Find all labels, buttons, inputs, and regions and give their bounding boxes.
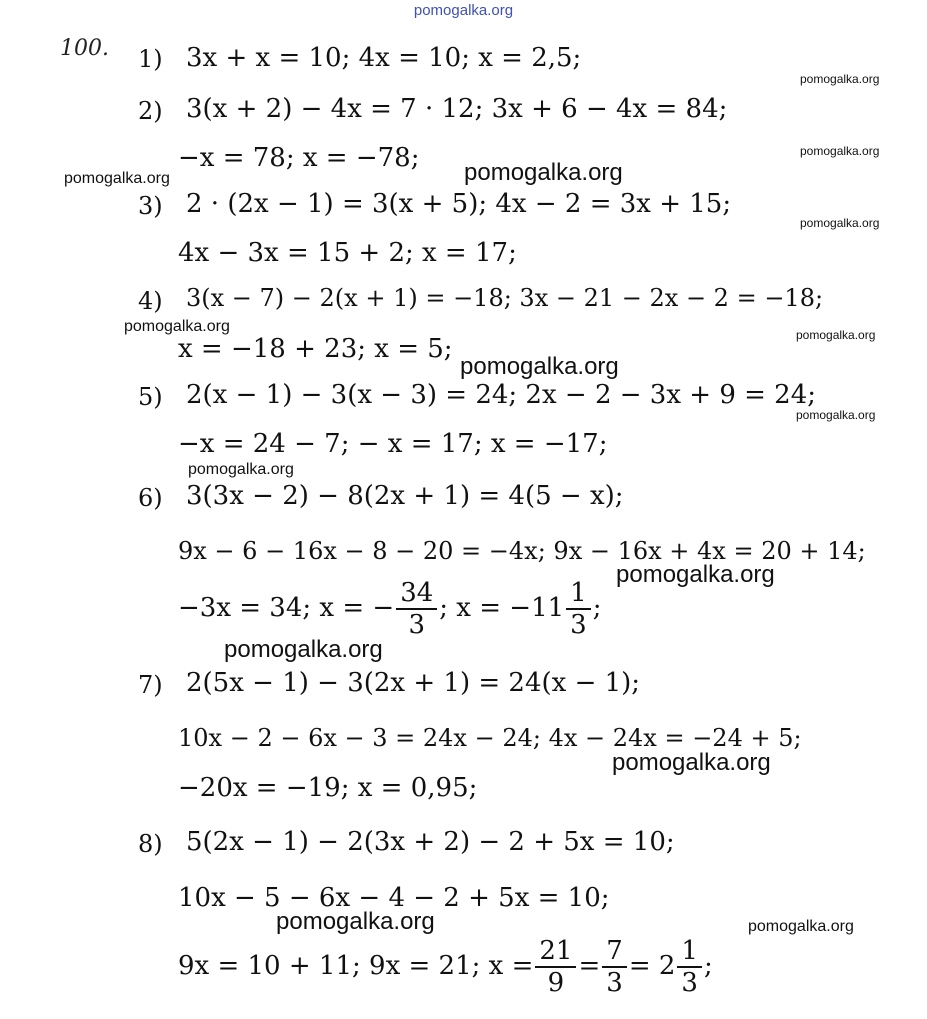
watermark: pomogalka.org (124, 318, 230, 335)
item-4-line-2: x = −18 + 23; x = 5; (178, 334, 453, 364)
watermark: pomogalka.org (800, 216, 880, 230)
fraction-1-3 (566, 578, 591, 640)
item-1-line-1: 3x + x = 10; 4x = 10; x = 2,5; (186, 43, 582, 73)
item-5-line-1: 2(x − 1) − 3(x − 3) = 24; 2x − 2 − 3x + 9 = 24; (186, 380, 817, 410)
item-7-number: 7) (138, 671, 163, 699)
fraction-denominator: 9 (547, 968, 565, 998)
watermark: pomogalka.org (796, 408, 876, 422)
item-3-line-2: 4x − 3x = 15 + 2; x = 17; (178, 238, 517, 268)
watermark-top[interactable]: pomogalka.org (413, 2, 514, 19)
item-6-line-3-part-c: ; (592, 593, 602, 623)
fraction-numerator: 21 (535, 936, 576, 968)
item-6-number: 6) (138, 484, 163, 512)
item-8-line-3-part-c: = 2 (628, 951, 676, 981)
item-8-line-3 (178, 936, 713, 998)
item-7-line-1: 2(5x − 1) − 3(2x + 1) = 24(x − 1); (186, 668, 641, 698)
watermark: pomogalka.org (800, 144, 880, 158)
item-2-line-1: 3(x + 2) − 4x = 7 · 12; 3x + 6 − 4x = 84; (186, 94, 728, 124)
watermark: pomogalka.org (276, 908, 435, 935)
fraction-21-9 (535, 936, 576, 998)
item-6-line-3-part-a: −3x = 34; x = − (178, 593, 395, 623)
watermark: pomogalka.org (796, 328, 876, 342)
watermark: pomogalka.org (464, 159, 623, 186)
item-7-line-2: 10x − 2 − 6x − 3 = 24x − 24; 4x − 24x = −24 + 5; (178, 724, 802, 752)
fraction-denominator: 3 (681, 968, 698, 998)
item-5-line-2: −x = 24 − 7; − x = 17; x = −17; (178, 429, 608, 459)
item-6-line-3 (178, 578, 601, 640)
item-1-number: 1) (138, 45, 163, 73)
fraction-numerator: 7 (602, 936, 627, 968)
fraction-numerator: 1 (677, 936, 702, 968)
watermark: pomogalka.org (224, 636, 383, 663)
fraction-7-3 (602, 936, 627, 998)
item-2-line-2: −x = 78; x = −78; (178, 143, 420, 173)
problem-number: 100. (60, 36, 109, 61)
item-2-number: 2) (138, 97, 163, 125)
item-7-line-3: −20x = −19; x = 0,95; (178, 773, 478, 803)
watermark: pomogalka.org (748, 918, 854, 935)
item-5-number: 5) (138, 383, 163, 411)
watermark: pomogalka.org (188, 461, 294, 478)
watermark: pomogalka.org (64, 170, 170, 187)
item-8-line-3-part-a: 9x = 10 + 11; 9x = 21; x = (178, 951, 534, 981)
watermark: pomogalka.org (612, 749, 771, 776)
watermark: pomogalka.org (616, 561, 775, 588)
fraction-numerator: 1 (566, 578, 591, 610)
watermark: pomogalka.org (800, 72, 880, 86)
item-8-line-3-part-b: = (578, 951, 601, 981)
item-8-number: 8) (138, 830, 163, 858)
fraction-denominator: 3 (570, 610, 587, 640)
item-6-line-1: 3(3x − 2) − 8(2x + 1) = 4(5 − x); (186, 481, 624, 511)
item-4-line-1: 3(x − 7) − 2(x + 1) = −18; 3x − 21 − 2x − 2 = −18; (186, 284, 824, 312)
item-8-line-2: 10x − 5 − 6x − 4 − 2 + 5x = 10; (178, 883, 610, 913)
watermark: pomogalka.org (460, 353, 619, 380)
item-8-line-3-part-d: ; (703, 951, 713, 981)
fraction-34-3 (396, 578, 437, 640)
fraction-1-3 (677, 936, 702, 998)
fraction-denominator: 3 (408, 610, 425, 640)
fraction-denominator: 3 (606, 968, 623, 998)
item-6-line-3-part-b: ; x = −11 (439, 593, 565, 623)
item-6-line-2: 9x − 6 − 16x − 8 − 20 = −4x; 9x − 16x + 4x = 20 + 14; (178, 537, 866, 565)
item-4-number: 4) (138, 287, 163, 315)
item-3-number: 3) (138, 192, 163, 220)
item-8-line-1: 5(2x − 1) − 2(3x + 2) − 2 + 5x = 10; (186, 827, 675, 857)
item-3-line-1: 2 · (2x − 1) = 3(x + 5); 4x − 2 = 3x + 15; (186, 189, 732, 219)
fraction-numerator: 34 (396, 578, 437, 610)
